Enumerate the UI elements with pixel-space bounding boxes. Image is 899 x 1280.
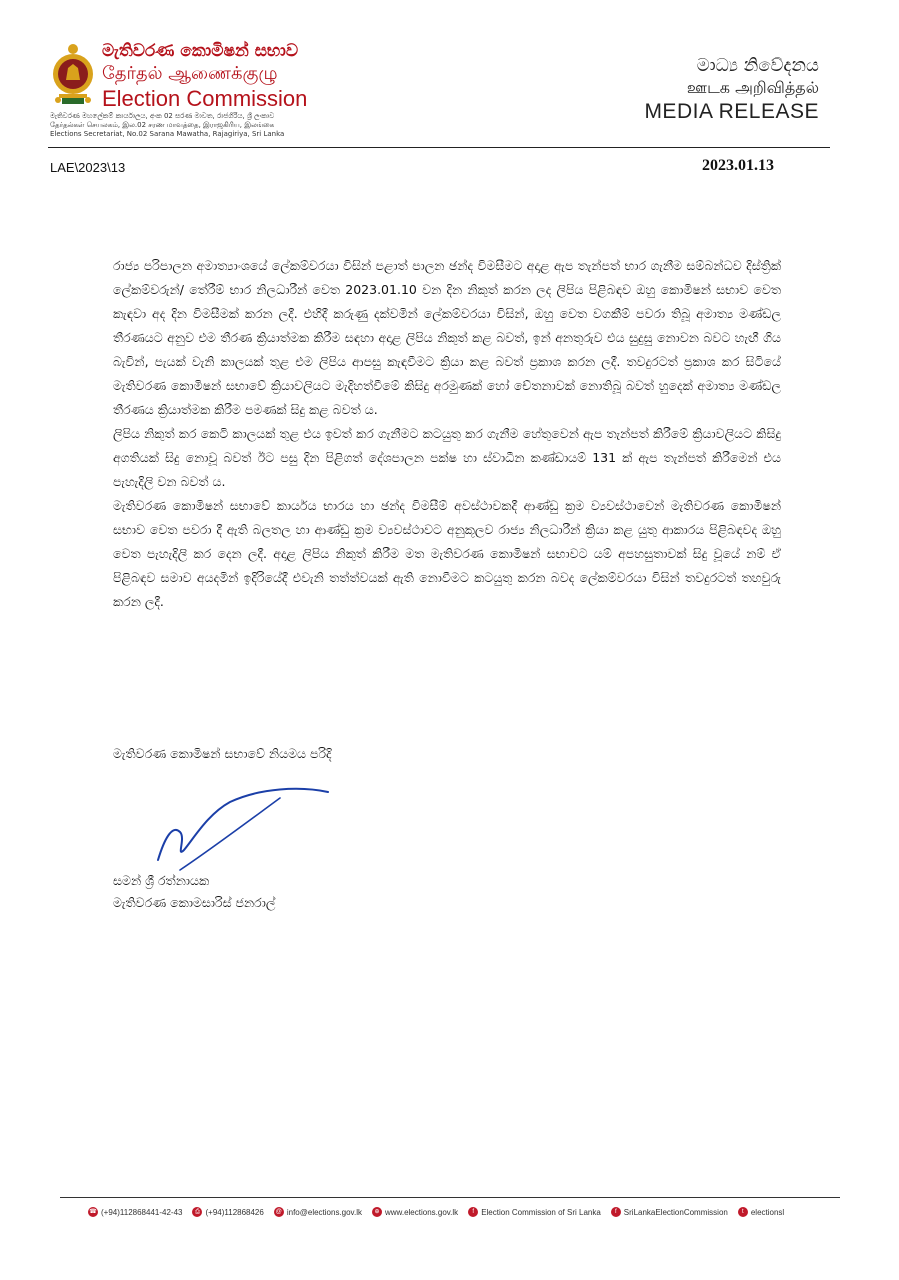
media-release-sinhala: මාධ්‍ය නිවේදනය [696,55,819,76]
reference-number: LAE\2023\13 [50,160,126,175]
footer-facebook-page [468,1207,601,1217]
signatory-block [113,870,275,914]
organization-name [102,40,342,112]
footer-divider [60,1197,840,1198]
address-tamil: தேர்தல்கள் செயலகம், இல.02 சரண மாவத்தை, இராஜகிரிய, இலங்கை [50,121,275,129]
fax-icon: ⎙ [192,1207,202,1217]
address-english: Elections Secretariat, No.02 Sarana Mawatha, Rajagiriya, Sri Lanka [50,130,285,138]
footer-text: (+94)112868426 [205,1207,264,1217]
media-release-english: MEDIA RELEASE [644,100,819,123]
email-icon: @ [275,1209,282,1215]
footer-email [274,1207,362,1217]
release-body [113,254,781,614]
facebook-icon: f [611,1207,621,1217]
header-divider [48,147,830,148]
media-release-tamil: ஊடக அறிவித்தல் [686,78,819,97]
org-name-tamil: தேர்தல் ஆணைக்குழு [102,63,278,84]
handwritten-signature [150,780,340,880]
footer-text: electionsl [750,1207,785,1217]
sri-lanka-emblem-icon [50,40,96,108]
footer-phone [88,1207,182,1217]
org-name-sinhala: මැතිවරණ කොමිෂන් සභාව [102,41,299,61]
signatory-title: මැතිවරණ කොමසාරිස් ජනරාල් [113,895,276,910]
footer-twitter [738,1207,784,1217]
footer-text: www.elections.gov.lk [384,1207,459,1217]
body-paragraph: ලිපිය නිකුත් කර කෙටි කාලයක් තුළ එය ඉවත් කර ගැනීමට කටයුතු කර ගැනීම හේතුවෙන් ඇප තැන්පත් කිරීමේ ක්‍රියාවලියට කිසිදු අගතියක් සිදු නොවූ බවත් ඊට පසු දින පිළිගත් දේශපාලන පක්ෂ හා ස්වාධීන කණ්ඩායම් 131 ක් ඇප තැන්පත් කිරීමෙන් එය පැහැදිලි වන බවත් ය. [113,426,781,489]
footer-website [372,1207,458,1217]
media-release-heading [644,55,819,125]
facebook-icon: f [468,1207,478,1217]
twitter-icon: t [738,1207,748,1217]
closing-line: මැතිවරණ කොමිෂන් සභාවේ නියමය පරිදි [113,746,332,761]
body-paragraph: රාජ්‍ය පරිපාලන අමාත්‍යාංශයේ ලේකම්වරයා විසින් පළාත් පාලන ඡන්ද විමසීමට අදාළ ඇප තැන්පත් භාර ගැනීම සම්බන්ධව දිස්ත්‍රික් ලේකම්වරුන්/ තේරීම් භාර නිලධාරීන් වෙත 2023.01.10 වන දින නිකුත් කරන ලද ලිපිය පිළිබඳව ඔහු කොමිෂන් සභාව වෙත කැඳවා අද දින විමසීමක් කරන ලදී. එහිදී කරුණු දක්වමින් ලේකම්වරයා විසින්, ඔහු වෙත වගකීම් පවරා තිබූ අමාත්‍ය මණ්ඩල තීරණයට අනුව එම තීරණ ක්‍රියාත්මක කිරීම සඳහා අදාළ ලිපිය නිකුත් කළ බවත්, ඉන් අනතුරුව එය සුදුසු නොවන බවට හැඟී ගිය බැවින්, පැයක් වැනි කාලයක් තුළ එම ලිපිය ආපසු කැඳවීමට ක්‍රියා කළ බවත් ප්‍රකාශ කරන ලදී. තවදුරටත් ප්‍රකාශ කර සිටියේ මැතිවරණ කොමිෂන් සභාවේ ක්‍රියාවලියට මැදිහත්වීමේ කිසිදු අරමුණක් හෝ චේතනාවක් නොතිබූ බවත් හුදෙක් අමාත්‍ය මණ්ඩල තීරණය ක්‍රියාත්මක කිරීම පමණක් සිදු කළ බවත් ය. [113,258,781,417]
phone-icon: ☎ [89,1209,97,1215]
footer-facebook-handle [611,1207,728,1217]
web-icon: ⊕ [372,1207,382,1217]
footer-fax [192,1207,263,1217]
contact-footer [88,1207,848,1217]
org-name-english: Election Commission [102,86,308,111]
footer-text: SriLankaElectionCommission [623,1207,728,1217]
signatory-name: සමන් ශ්‍රී රත්නායක [113,873,210,888]
footer-text: (+94)112868441-42-43 [101,1207,183,1217]
body-paragraph: මැතිවරණ කොමිෂන් සභාවේ කාර්යය භාරය හා ඡන්ද විමසීම් අවස්ථාවකදී ආණ්ඩු ක්‍රම ව්‍යවස්ථාවෙන් මැතිවරණ කොමිෂන් සභාව වෙත පවරා දී ඇති බලතල හා ආණ්ඩු ක්‍රම ව්‍යවස්ථාවට අනුකූලව රාජ්‍ය නිලධාරීන් ක්‍රියා කළ යුතු ආකාරය පිළිබඳවද ඔහු වෙත පැහැදිලි කර දෙන ලදී. අදාළ ලිපිය නිකුත් කිරීම මත මැතිවරණ කොමිෂන් සභාවට යම් අපහසුතාවක් සිදු වූයේ නම් ඒ පිළිබඳව සමාව අයදමින් ඉදිරියේදී එවැනි තත්ත්වයක් ඇති නොවීමට කටයුතු කරන බවද ලේකම්වරයා විසින් තවදුරටත් තහවුරු කරන ලදී. [113,498,781,609]
release-date: 2023.01.13 [702,157,774,174]
footer-text: info@elections.gov.lk [286,1207,362,1217]
secretariat-address [50,112,350,139]
address-sinhala: මැතිවරණ මහලේකම් කාර්යාලය, අංක 02 සරණ මාවත, රාජගිරිය, ශ්‍රී ලංකාව [50,112,275,120]
footer-text: Election Commission of Sri Lanka [481,1207,601,1217]
